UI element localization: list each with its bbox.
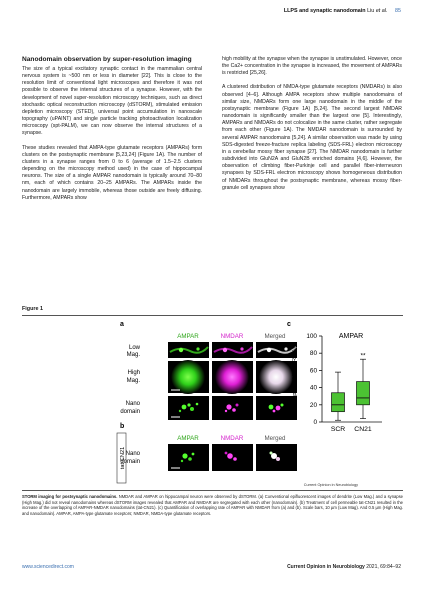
right-paragraph-2: A clustered distribution of NMDA-type glutamate receptors (NMDARs) is also observed [4–6]. Although AMPA receptors show multiple nanodomains of similar size, NMDARs form one large nanodomain in the middle of the postsynaptic membrane (Figure 1A) [5,24]. The second largest NMDAR nanodomain is significantly smaller than the largest one [5]. Interestingly, AMPARs and NMDARs do not colocalize in the same cluster, rather segregate from each other (Figure 1A). The NMDAR nanodomain is surrounded by several AMPAR nanodomains [5,24]. A similar observation was made by using SDS-digested freeze-fracture replica labeling (SDS-FRL) electron microscopy in a cerebellar mossy fiber synapse [27]. The NMDAR nanodomain is further subdivided into GluN2A and GluN2B enriched domains [4,6]. However, the observation of climbing fiber-Purkinje cell and parallel fiber-interneuron synapses by SDS-FRL electron microscopy shows homogeneous distribution of NMDARs throughout the postsynaptic membrane, whereas mossy fiber-granule cell synapses show	[222, 84, 402, 191]
high-mag-row	[168, 360, 297, 394]
overlap-box-chart	[292, 333, 382, 433]
b-col-header-nmdar: NMDAR	[220, 435, 244, 442]
running-etal: et al.	[375, 8, 388, 14]
tat-cn21-nanodomain-row	[168, 444, 297, 471]
row-label-nano: Nano	[125, 401, 140, 407]
significance-marker: **	[360, 352, 366, 360]
b-nano-ampar-image	[168, 444, 209, 471]
nano-ampar-image	[168, 396, 209, 420]
panel-c-label: c	[287, 321, 291, 328]
footer-website[interactable]: www.sciencedirect.com	[22, 564, 74, 570]
running-authors: Liu	[367, 8, 375, 14]
row-label-high-mag: Mag.	[126, 378, 140, 384]
box-cn21	[357, 382, 370, 405]
col-header-ampar: AMPAR	[177, 333, 199, 340]
running-header	[284, 8, 401, 14]
col-header-merged: Merged	[264, 333, 286, 340]
running-title: LLPS and synaptic nanodomain	[283, 8, 366, 14]
x-category-label: SCR	[330, 426, 346, 433]
footer-citation	[287, 564, 401, 570]
left-paragraph-1: The size of a typical excitatory synaptic contact in the mammalian central nervous system is ~500 nm or less in diameter [22]. This is close to the resolution limit of conventional light microscopes and therefore it was not possible to observe the internal structures of a synapse. However, with the development of novel super-resolution microscopy techniques, such as direct stochastic optical reconstruction microscopy (dSTORM), stimulated emission depletion microscopy (STED), universal point accumulation in nanoscale topography (uPAINT) and single particle tracking photoactivation localization microscopy (spt-PALM), we can now observe the internal structures of a synapse.	[22, 66, 202, 137]
b-col-header-merged: Merged	[264, 435, 286, 442]
row-label-low-mag: Mag.	[126, 352, 140, 358]
footer-volume: 2021, 69:84–92	[366, 564, 401, 570]
figure-credit: Current Opinion in Neurobiology	[303, 483, 358, 487]
b-row-label-nano: Nano	[125, 451, 140, 457]
figure-label: Figure 1	[22, 306, 43, 312]
panel-a-label: a	[120, 321, 124, 328]
figure-bottom-rule	[22, 490, 403, 491]
tat-cn21-label: tat-CN21	[120, 446, 126, 470]
col-header-nmdar: NMDAR	[220, 333, 244, 340]
nanodomain-row	[168, 396, 297, 420]
y-tick-label: 80	[309, 350, 317, 358]
nano-nmdar-image	[212, 396, 253, 420]
panel-b-label: b	[120, 423, 125, 430]
y-tick-label: 60	[309, 367, 317, 375]
caption-text: NMDAR and AMPAR on hippocampal neuron were observed by dSTORM. (a) Conventional epifluorescent images of dendrite (Low Mag.) and a synapse (High Mag.) did not reveal nanodomains whereas dSTORM images revealed that AMPAR and NMDAR are segregated with each other (nanodomain). (b) Treatment of cell permeable tat-CN21 resulted in the increase of the overlapping of AMPAR-NMDAR nanodomains (tat-CN21). (c) Quantification of overlapping rate of AMPAR with NMDAR from (a) and (b). Scale bars, 10 µm (Low Mag). And 0.5 µm (High Mag. and nanodomain). AMPAR, AMPA-type glutamate receptors; NMDAR, NMDA-type glutamate receptors.	[22, 494, 403, 517]
chart-title: AMPAR	[338, 333, 364, 340]
b-row-label-domain: domain	[120, 459, 140, 465]
footer-journal: Current Opinion in Neurobiology	[287, 564, 365, 570]
y-tick-label: 100	[306, 333, 317, 340]
low-mag-row	[168, 342, 297, 358]
section-title: Nanodomain observation by super-resolution imaging	[22, 56, 192, 63]
box-scr	[332, 393, 345, 412]
page-number: 85	[395, 8, 401, 14]
b-nano-nmdar-image	[212, 444, 253, 471]
figure-caption	[22, 494, 403, 517]
left-column	[22, 56, 202, 209]
caption-lead: STORM imaging for postsynaptic nanodomains.	[22, 494, 118, 499]
left-paragraph-2: These studies revealed that AMPA-type glutamate receptors (AMPARs) form clusters on the postsynaptic membrane [5,23,24] (Figure 1A). The number of clusters in a synapse ranges from 0 to 6 (average of 1.5–2.5 clusters depending on the microscopy method used) in the case of hippocampal neurons. The size of a single AMPAR nanodomain is typically around 70–80 nm, each of which contains 20–25 AMPARs. The AMPARs inside the nanodomain are largely immobile, whereas those outside are freely diffusing. Furthermore, AMPARs show	[22, 144, 202, 201]
right-paragraph-1: high mobility at the synapse when the synapse is unstimulated. However, once the Ca2+ concentration in the synapse is increased, the movement of AMPARs is restricted [25,26].	[222, 56, 402, 77]
y-tick-label: 40	[309, 384, 317, 392]
chart-y-label: Overlap with NMDAR (%)	[292, 347, 298, 413]
right-column	[222, 56, 402, 199]
row-label-low: Low	[128, 345, 140, 351]
y-tick-label: 20	[309, 401, 317, 409]
b-col-header-ampar: AMPAR	[177, 435, 199, 442]
y-tick-label: 0	[313, 419, 317, 426]
x-category-label: CN21	[354, 426, 372, 433]
row-label-domain: domain	[120, 409, 140, 415]
row-label-high: High	[127, 370, 140, 376]
figure-1-artwork	[22, 316, 403, 490]
